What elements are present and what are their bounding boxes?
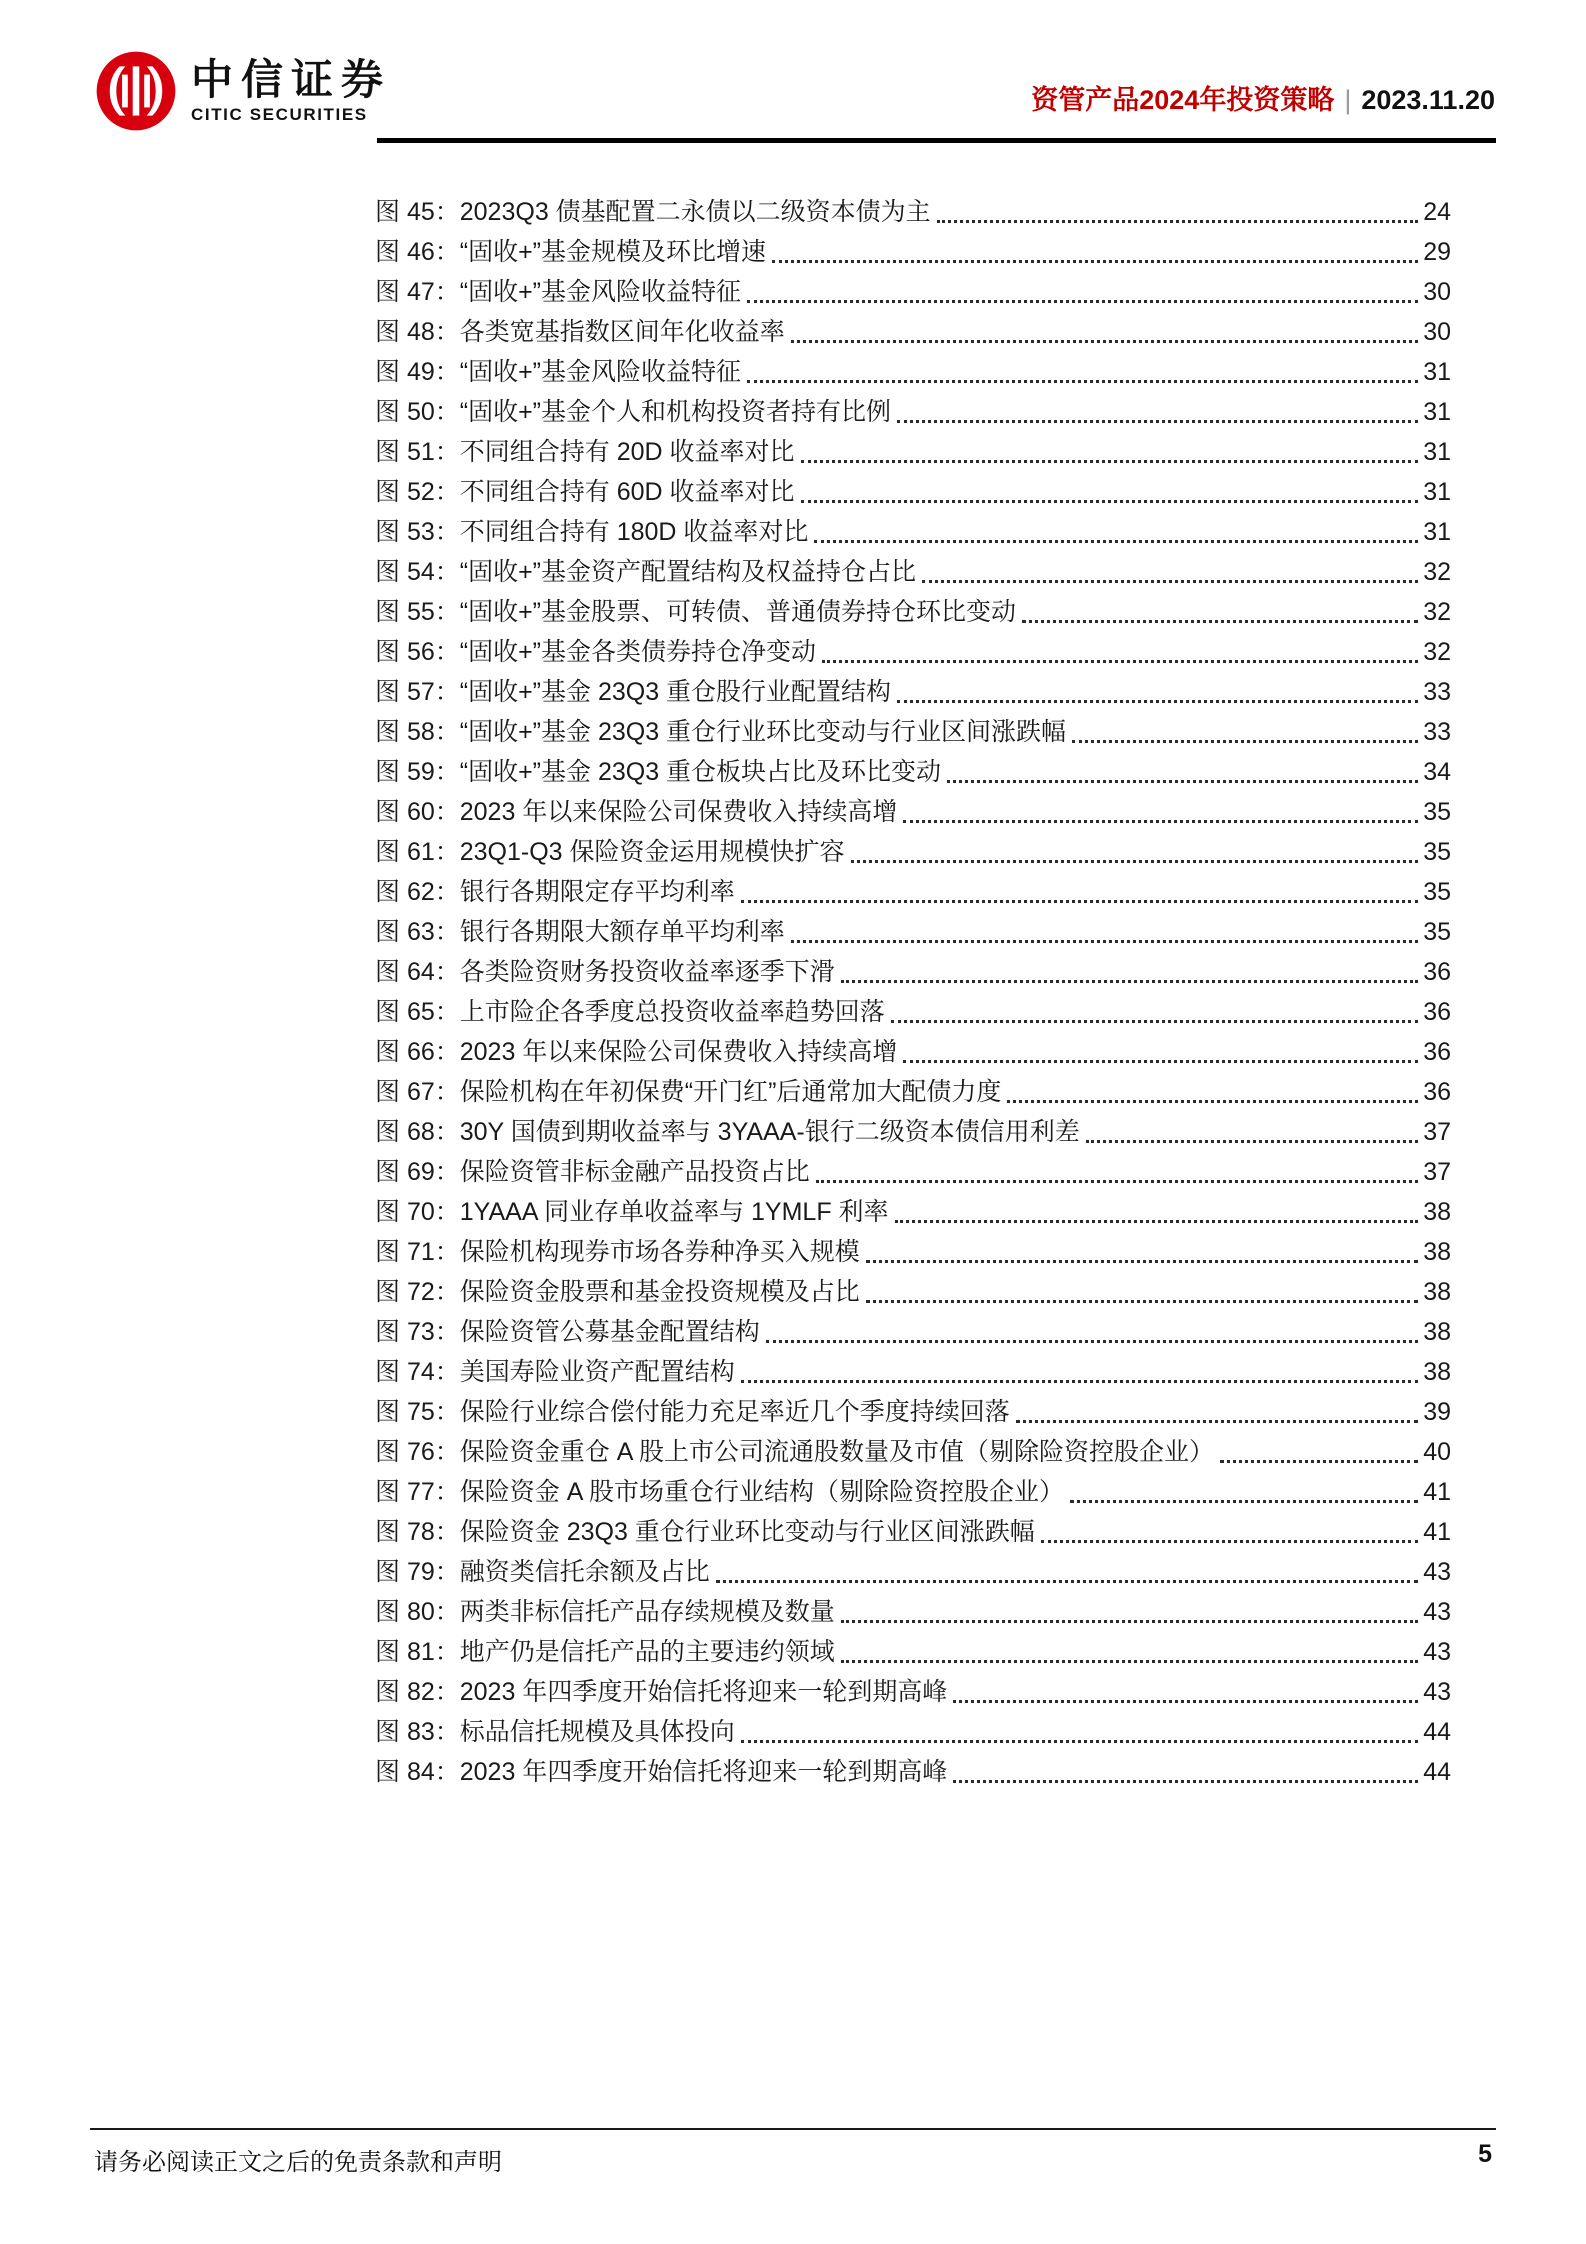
dotted-leader — [1086, 1140, 1418, 1143]
toc-entry-label: 图 72：保险资金股票和基金投资规模及占比 — [375, 1278, 860, 1306]
figure-list — [375, 192, 1451, 1792]
report-header-meta — [1031, 78, 1495, 117]
toc-entry[interactable] — [375, 672, 1451, 712]
dotted-leader — [1007, 1100, 1418, 1103]
dotted-leader — [747, 380, 1418, 383]
toc-entry[interactable] — [375, 1552, 1451, 1592]
toc-entry-label: 图 66：2023 年以来保险公司保费收入持续高增 — [375, 1038, 898, 1066]
dotted-leader — [791, 340, 1418, 343]
toc-entry-label: 图 49：“固收+”基金风险收益特征 — [375, 358, 742, 386]
toc-entry-page: 31 — [1423, 358, 1451, 386]
toc-entry-page: 31 — [1423, 478, 1451, 506]
toc-entry-page: 36 — [1423, 1038, 1451, 1066]
citic-emblem-icon — [95, 50, 177, 132]
footer-page-number: 5 — [1478, 2140, 1492, 2168]
toc-entry-page: 33 — [1423, 718, 1451, 746]
toc-entry[interactable] — [375, 712, 1451, 752]
dotted-leader — [1070, 1500, 1418, 1503]
toc-entry-label: 图 59：“固收+”基金 23Q3 重仓板块占比及环比变动 — [375, 758, 942, 786]
toc-entry-page: 41 — [1423, 1478, 1451, 1506]
toc-entry[interactable] — [375, 1472, 1451, 1512]
toc-entry[interactable] — [375, 912, 1451, 952]
toc-entry-page: 31 — [1423, 398, 1451, 426]
toc-entry[interactable] — [375, 1272, 1451, 1312]
toc-entry-page: 38 — [1423, 1238, 1451, 1266]
dotted-leader — [816, 1180, 1418, 1183]
dotted-leader — [716, 1580, 1418, 1583]
page-header — [0, 0, 1586, 150]
toc-entry-label: 图 68：30Y 国债到期收益率与 3YAAA-银行二级资本债信用利差 — [375, 1118, 1080, 1146]
toc-entry-page: 30 — [1423, 318, 1451, 346]
toc-entry-label: 图 73：保险资管公募基金配置结构 — [375, 1318, 760, 1346]
toc-entry-label: 图 46：“固收+”基金规模及环比增速 — [375, 238, 767, 266]
citic-logo-en: CITIC SECURITIES — [191, 105, 368, 124]
toc-entry-page: 43 — [1423, 1558, 1451, 1586]
footer-rule — [90, 2128, 1496, 2130]
toc-entry-label: 图 76：保险资金重仓 A 股上市公司流通股数量及市值（剔除险资控股企业） — [375, 1438, 1214, 1466]
toc-entry-page: 35 — [1423, 878, 1451, 906]
toc-entry-page: 30 — [1423, 278, 1451, 306]
toc-entry[interactable] — [375, 272, 1451, 312]
toc-entry-page: 41 — [1423, 1518, 1451, 1546]
toc-entry-label: 图 57：“固收+”基金 23Q3 重仓股行业配置结构 — [375, 678, 892, 706]
dotted-leader — [922, 580, 1418, 583]
citic-logo-text — [191, 56, 392, 124]
toc-entry-page: 36 — [1423, 998, 1451, 1026]
toc-entry-page: 34 — [1423, 758, 1451, 786]
toc-entry-page: 35 — [1423, 798, 1451, 826]
dotted-leader — [895, 1220, 1418, 1223]
toc-entry-label: 图 45：2023Q3 债基配置二永债以二级资本债为主 — [375, 198, 931, 226]
dotted-leader — [814, 540, 1418, 543]
dotted-leader — [801, 500, 1418, 503]
toc-entry[interactable] — [375, 1712, 1451, 1752]
toc-entry-label: 图 69：保险资管非标金融产品投资占比 — [375, 1158, 810, 1186]
toc-entry[interactable] — [375, 1112, 1451, 1152]
toc-entry[interactable] — [375, 1592, 1451, 1632]
dotted-leader — [791, 940, 1418, 943]
dotted-leader — [947, 780, 1418, 783]
toc-entry-page: 37 — [1423, 1118, 1451, 1146]
toc-entry[interactable] — [375, 512, 1451, 552]
toc-entry-page: 43 — [1423, 1638, 1451, 1666]
dotted-leader — [822, 660, 1418, 663]
toc-entry-label: 图 50：“固收+”基金个人和机构投资者持有比例 — [375, 398, 892, 426]
toc-entry-page: 32 — [1423, 638, 1451, 666]
toc-entry-label: 图 56：“固收+”基金各类债券持仓净变动 — [375, 638, 817, 666]
toc-entry[interactable] — [375, 632, 1451, 672]
dotted-leader — [851, 860, 1418, 863]
dotted-leader — [741, 900, 1418, 903]
toc-entry-label: 图 78：保险资金 23Q3 重仓行业环比变动与行业区间涨跌幅 — [375, 1518, 1035, 1546]
toc-entry-page: 44 — [1423, 1718, 1451, 1746]
toc-entry-label: 图 64：各类险资财务投资收益率逐季下滑 — [375, 958, 835, 986]
toc-entry-page: 35 — [1423, 838, 1451, 866]
toc-entry[interactable] — [375, 1632, 1451, 1672]
toc-entry-label: 图 47：“固收+”基金风险收益特征 — [375, 278, 742, 306]
citic-logo-cn: 中信证券 — [191, 56, 392, 103]
toc-entry[interactable] — [375, 1192, 1451, 1232]
toc-entry[interactable] — [375, 1512, 1451, 1552]
toc-entry[interactable] — [375, 1232, 1451, 1272]
toc-entry-page: 35 — [1423, 918, 1451, 946]
toc-entry-page: 38 — [1423, 1198, 1451, 1226]
toc-entry-label: 图 53：不同组合持有 180D 收益率对比 — [375, 518, 809, 546]
toc-entry[interactable] — [375, 992, 1451, 1032]
toc-entry[interactable] — [375, 752, 1451, 792]
toc-entry[interactable] — [375, 1312, 1451, 1352]
toc-entry[interactable] — [375, 192, 1451, 232]
dotted-leader — [866, 1260, 1418, 1263]
dotted-leader — [1072, 740, 1418, 743]
toc-entry-label: 图 48：各类宽基指数区间年化收益率 — [375, 318, 785, 346]
toc-entry-page: 29 — [1423, 238, 1451, 266]
toc-entry[interactable] — [375, 1672, 1451, 1712]
dotted-leader — [937, 220, 1418, 223]
dotted-leader — [1022, 620, 1418, 623]
toc-entry[interactable] — [375, 592, 1451, 632]
dotted-leader — [1041, 1540, 1418, 1543]
toc-entry-page: 36 — [1423, 1078, 1451, 1106]
toc-entry[interactable] — [375, 952, 1451, 992]
toc-entry-page: 32 — [1423, 558, 1451, 586]
toc-entry-page: 40 — [1423, 1438, 1451, 1466]
dotted-leader — [891, 1020, 1418, 1023]
toc-entry[interactable] — [375, 472, 1451, 512]
header-rule — [377, 138, 1496, 143]
toc-entry-label: 图 71：保险机构现券市场各券种净买入规模 — [375, 1238, 860, 1266]
dotted-leader — [772, 260, 1418, 263]
toc-entry-label: 图 62：银行各期限定存平均利率 — [375, 878, 735, 906]
toc-entry-label: 图 74：美国寿险业资产配置结构 — [375, 1358, 735, 1386]
toc-entry-label: 图 67：保险机构在年初保费“开门红”后通常加大配债力度 — [375, 1078, 1002, 1106]
toc-entry-label: 图 54：“固收+”基金资产配置结构及权益持仓占比 — [375, 558, 917, 586]
toc-entry-page: 32 — [1423, 598, 1451, 626]
toc-entry-page: 38 — [1423, 1358, 1451, 1386]
toc-entry[interactable] — [375, 832, 1451, 872]
report-date: 2023.11.20 — [1361, 85, 1495, 115]
dotted-leader — [841, 1620, 1418, 1623]
toc-entry-page: 43 — [1423, 1598, 1451, 1626]
toc-entry-label: 图 65：上市险企各季度总投资收益率趋势回落 — [375, 998, 885, 1026]
dotted-leader — [747, 300, 1418, 303]
toc-entry-label: 图 79：融资类信托余额及占比 — [375, 1558, 710, 1586]
toc-entry-label: 图 81：地产仍是信托产品的主要违约领域 — [375, 1638, 835, 1666]
dotted-leader — [953, 1700, 1418, 1703]
toc-entry-label: 图 80：两类非标信托产品存续规模及数量 — [375, 1598, 835, 1626]
toc-entry[interactable] — [375, 392, 1451, 432]
toc-entry-label: 图 83：标品信托规模及具体投向 — [375, 1718, 735, 1746]
toc-entry-page: 37 — [1423, 1158, 1451, 1186]
toc-entry[interactable] — [375, 1072, 1451, 1112]
dotted-leader — [897, 700, 1418, 703]
toc-entry-label: 图 61：23Q1-Q3 保险资金运用规模快扩容 — [375, 838, 845, 866]
header-separator: | — [1344, 85, 1352, 115]
toc-entry-page: 24 — [1423, 198, 1451, 226]
toc-entry-label: 图 55：“固收+”基金股票、可转债、普通债券持仓环比变动 — [375, 598, 1017, 626]
dotted-leader — [741, 1740, 1418, 1743]
toc-entry-label: 图 70：1YAAA 同业存单收益率与 1YMLF 利率 — [375, 1198, 889, 1226]
dotted-leader — [801, 460, 1418, 463]
toc-entry-label: 图 63：银行各期限大额存单平均利率 — [375, 918, 785, 946]
toc-entry[interactable] — [375, 432, 1451, 472]
dotted-leader — [841, 1660, 1418, 1663]
toc-entry[interactable] — [375, 232, 1451, 272]
toc-entry[interactable] — [375, 552, 1451, 592]
dotted-leader — [903, 1060, 1418, 1063]
toc-entry[interactable] — [375, 1752, 1451, 1792]
toc-entry-page: 43 — [1423, 1678, 1451, 1706]
dotted-leader — [766, 1340, 1418, 1343]
dotted-leader — [866, 1300, 1418, 1303]
toc-entry-label: 图 60：2023 年以来保险公司保费收入持续高增 — [375, 798, 898, 826]
toc-entry-page: 44 — [1423, 1758, 1451, 1786]
toc-entry-page: 38 — [1423, 1278, 1451, 1306]
toc-entry-label: 图 84：2023 年四季度开始信托将迎来一轮到期高峰 — [375, 1758, 948, 1786]
dotted-leader — [741, 1380, 1418, 1383]
dotted-leader — [841, 980, 1418, 983]
toc-entry[interactable] — [375, 1152, 1451, 1192]
toc-entry[interactable] — [375, 352, 1451, 392]
dotted-leader — [903, 820, 1418, 823]
toc-entry[interactable] — [375, 792, 1451, 832]
toc-entry[interactable] — [375, 1032, 1451, 1072]
dotted-leader — [1016, 1420, 1418, 1423]
toc-entry[interactable] — [375, 1432, 1451, 1472]
toc-entry-label: 图 52：不同组合持有 60D 收益率对比 — [375, 478, 795, 506]
toc-entry[interactable] — [375, 312, 1451, 352]
toc-entry-label: 图 58：“固收+”基金 23Q3 重仓行业环比变动与行业区间涨跌幅 — [375, 718, 1067, 746]
report-title: 资管产品2024年投资策略 — [1031, 85, 1335, 115]
toc-entry-page: 39 — [1423, 1398, 1451, 1426]
toc-entry[interactable] — [375, 1352, 1451, 1392]
footer-disclaimer: 请务必阅读正文之后的免责条款和声明 — [94, 2149, 502, 2176]
toc-entry[interactable] — [375, 872, 1451, 912]
toc-entry-page: 36 — [1423, 958, 1451, 986]
toc-entry-label: 图 82：2023 年四季度开始信托将迎来一轮到期高峰 — [375, 1678, 948, 1706]
toc-entry-page: 31 — [1423, 518, 1451, 546]
dotted-leader — [1220, 1460, 1418, 1463]
toc-entry[interactable] — [375, 1392, 1451, 1432]
toc-entry-label: 图 75：保险行业综合偿付能力充足率近几个季度持续回落 — [375, 1398, 1010, 1426]
dotted-leader — [953, 1780, 1418, 1783]
toc-entry-page: 38 — [1423, 1318, 1451, 1346]
toc-entry-page: 31 — [1423, 438, 1451, 466]
toc-entry-label: 图 51：不同组合持有 20D 收益率对比 — [375, 438, 795, 466]
toc-entry-label: 图 77：保险资金 A 股市场重仓行业结构（剔除险资控股企业） — [375, 1478, 1064, 1506]
citic-logo — [95, 50, 391, 132]
toc-entry-page: 33 — [1423, 678, 1451, 706]
dotted-leader — [897, 420, 1418, 423]
